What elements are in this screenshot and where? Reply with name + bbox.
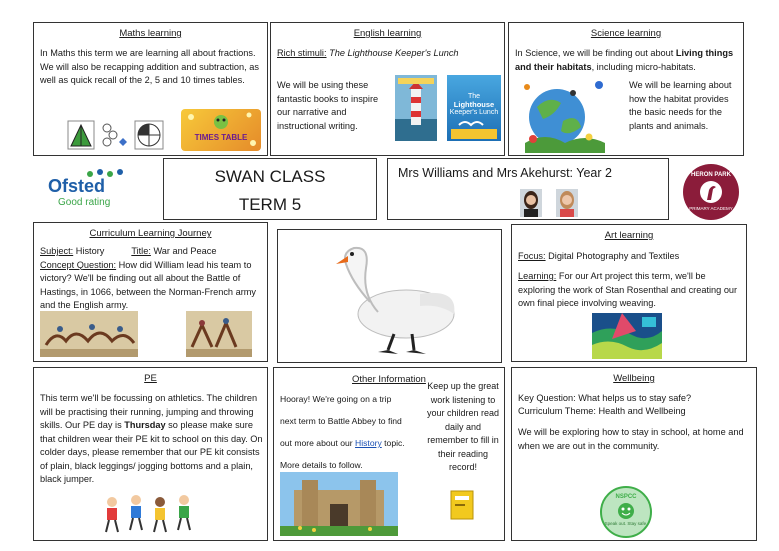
science-intro [515, 47, 743, 74]
pe-panel [33, 367, 268, 541]
science-title: Science learning [590, 28, 662, 39]
ofsted-rating: Good rating [58, 197, 111, 208]
book-title-line2: Lighthouse [453, 100, 495, 109]
teachers-heading: Mrs Williams and Mrs Akehurst: Year 2 [398, 166, 612, 180]
art-learning [518, 270, 744, 311]
other-info-body [280, 388, 408, 476]
buddy-icon [617, 502, 635, 520]
english-body: We will be using these fantastic books to inspire our narrative and instructional writing. [277, 80, 379, 131]
teacher-photo-1 [520, 189, 542, 217]
english-title: English learning [353, 28, 422, 39]
bayeux-tapestry-image-1 [40, 311, 138, 357]
science-intro-bold: Living things and their habitats [515, 48, 734, 72]
science-intro-post: , including micro-habitats. [591, 61, 696, 72]
concept-question: How did William lead his team to victory? [40, 259, 252, 283]
maths-body: In Maths this term we are learning all about fractions. We will also be recapping addition and subtraction, as well as quick recall of the 2, 5 and 10 times tables. [40, 48, 259, 85]
reading-record-book-icon [450, 490, 474, 520]
seagull-icon [451, 119, 497, 139]
subject-label: Subject: [40, 246, 74, 256]
teachers-panel [387, 158, 669, 220]
stan-rosenthal-artwork [592, 313, 662, 359]
curriculum-body: We'll be finding out all about the Battle of Hastings, in 1066, between the Norman-French army and the English army. [40, 273, 257, 310]
focus-value: Digital Photography and Textiles [548, 251, 680, 261]
curriculum-panel [33, 222, 268, 362]
pe-body-pre: This term we'll be focussing on athletics. The children will be practising their running, jumping and throwing skills. Our PE day is [40, 393, 258, 430]
concept-label: Concept Question: [40, 259, 117, 270]
curriculum-subject-line [40, 245, 265, 259]
times-table-label: TIMES TABLE [194, 133, 248, 142]
art-title: Art learning [604, 230, 654, 241]
reading-note: Keep up the great work listening to your children read daily and remember to fill in their reading record! [426, 381, 500, 472]
pe-title: PE [144, 373, 157, 384]
teacher-photo-2 [556, 189, 578, 217]
wellbeing-theme: Curriculum Theme: Health and Wellbeing [518, 406, 686, 416]
nspcc-badge-top: NSPCC [615, 494, 637, 500]
nspcc-badge [600, 486, 652, 538]
maths-panel [33, 22, 268, 156]
children-athletics-image [100, 492, 200, 536]
other-body-pre: Hooray! We're going on a trip next term to Battle Abbey to find out more about our [280, 394, 402, 448]
english-stimuli [277, 47, 502, 61]
class-title-panel [163, 158, 377, 220]
times-table-sticker [181, 109, 261, 151]
stars-icon [181, 109, 261, 151]
other-info-title: Other Information [352, 374, 426, 385]
pe-day-bold: Thursday [124, 420, 166, 430]
topic-title-value: War and Peace [153, 246, 217, 256]
stimuli-label: Rich stimuli: [277, 48, 327, 58]
wellbeing-body: We will be exploring how to stay in school, at home and when we are out in the community. [518, 427, 744, 451]
science-intro-pre: In Science, we will be finding out about [515, 48, 676, 58]
history-link[interactable]: History [355, 438, 382, 448]
science-panel [508, 22, 744, 156]
lighthouse-keeper-book-cover [447, 75, 501, 141]
nspcc-badge-bottom: Speak out. Stay safe. [604, 521, 648, 526]
fractions-shapes-image [67, 119, 167, 153]
learning-label: Learning: [518, 271, 557, 281]
maths-title: Maths learning [119, 28, 182, 39]
school-badge-top: HERON PARK [691, 172, 731, 178]
class-name: SWAN CLASS [214, 167, 326, 186]
swan-image [308, 234, 468, 358]
wellbeing-title: Wellbeing [613, 373, 655, 384]
other-info-panel [273, 367, 505, 541]
lighthouse-book-cover [395, 75, 437, 141]
focus-label: Focus: [518, 251, 546, 261]
english-panel [270, 22, 505, 156]
stimuli-book: The Lighthouse Keeper's Lunch [329, 48, 459, 58]
science-body: We will be learning about how the habitat provides the basic needs for the plants and animals. [629, 80, 732, 131]
ofsted-logo [44, 168, 134, 210]
school-badge [683, 164, 739, 220]
pe-body [40, 392, 268, 487]
curriculum-text [40, 245, 265, 313]
learning-value: For our Art project this term, we'll be exploring the work of Stan Rosenthal and creating our own final piece involving weaving. [518, 271, 738, 308]
battle-abbey-image [280, 472, 398, 536]
bayeux-tapestry-image-2 [186, 311, 252, 357]
heron-icon [699, 180, 723, 204]
wellbeing-panel [511, 367, 757, 541]
term-name: TERM 5 [238, 195, 302, 214]
other-body-post: topic. More details to follow. [280, 438, 405, 470]
art-panel [511, 224, 747, 362]
subject-value: History [75, 246, 105, 256]
earth-habitat-image [515, 77, 615, 153]
curriculum-concept [40, 259, 265, 313]
topic-title-label: Title: [131, 246, 151, 256]
art-focus [518, 250, 746, 264]
book-title-line3: Keeper's Lunch [449, 109, 499, 116]
ofsted-name: Ofsted [48, 176, 106, 196]
pe-body-post: so please make sure that children wear their PE kit to school on this day. On colder days, please remember that our PE kit consists of plain, black leggings/ jogging bottoms and a plain, black jumper. [40, 420, 263, 484]
swan-image-panel [277, 229, 502, 363]
school-badge-bottom: PRIMARY ACADEMY [689, 206, 733, 211]
book-title-line1: The [467, 93, 481, 100]
wellbeing-key-question: Key Question: What helps us to stay safe? [518, 393, 692, 403]
curriculum-title: Curriculum Learning Journey [89, 228, 212, 239]
